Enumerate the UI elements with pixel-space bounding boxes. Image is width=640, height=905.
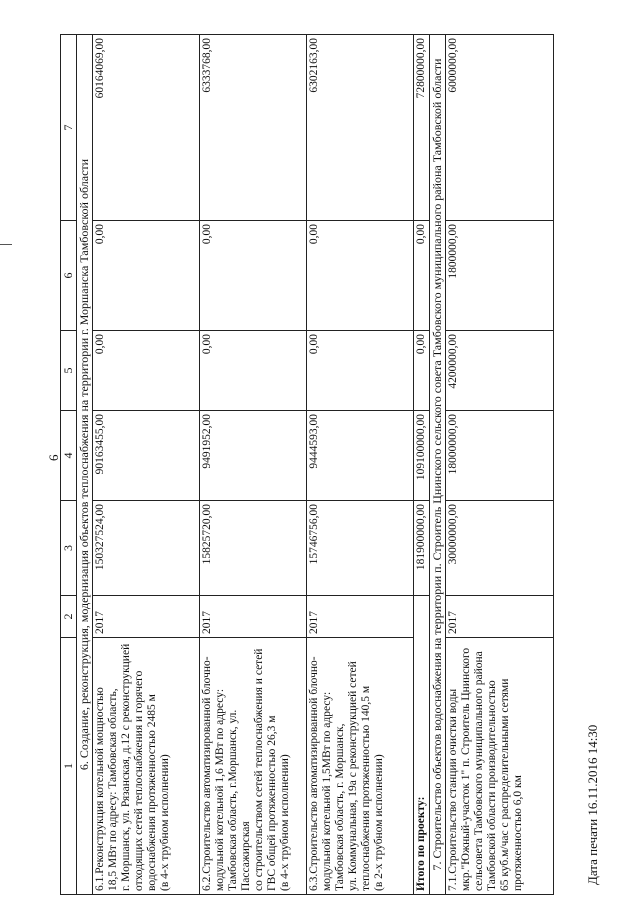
item-year: 2017: [93, 596, 200, 638]
item-col6: 0,00: [200, 221, 307, 331]
total-col7: 72800000,00: [414, 35, 430, 221]
table-row: [446, 35, 554, 895]
total-label: Итого по проекту:: [414, 596, 430, 895]
item-col7: 6000000,00: [446, 35, 554, 221]
item-col5: 4200000,00: [446, 331, 554, 411]
item-col4: 9491952,00: [200, 411, 307, 501]
header-cell: 7: [61, 35, 77, 221]
item-col4: 9444593,00: [307, 411, 414, 501]
header-cell: 6: [61, 221, 77, 331]
header-cell: 1: [61, 638, 77, 895]
item-col5: 0,00: [200, 331, 307, 411]
fold-mark: [0, 244, 12, 245]
funding-table: [60, 34, 554, 895]
item-year: 2017: [200, 596, 307, 638]
item-total: 15746756,00: [307, 501, 414, 596]
print-date: Дата печати 16.11.2016 14:30: [585, 724, 600, 885]
item-col6: 0,00: [93, 221, 200, 331]
item-total: 15825720,00: [200, 501, 307, 596]
item-total: 30000000,00: [446, 501, 554, 596]
total-col6: 0,00: [414, 221, 430, 331]
total-row: [414, 35, 430, 895]
item-col7: 60164069,00: [93, 35, 200, 221]
item-col5: 0,00: [307, 331, 414, 411]
section-6-title: 6. Создание, реконструкция, модернизация объектов теплоснабжения на территории г. Моршанска Тамбовской области: [77, 35, 93, 895]
item-col7: 6302163,00: [307, 35, 414, 221]
header-row: [61, 35, 77, 895]
item-description: 6.2.Строительство автоматизированной блочно- модульной котельной 1,6 МВт по адресу: Тамбовская область, г.Моршанск, ул. Пассажирская со строительством сетей теплоснабжения и сетей ГВС общей протяженностью 26,3 м (в 4-х трубном исполнении): [200, 638, 307, 895]
header-cell: 4: [61, 411, 77, 501]
page-number: 6: [46, 454, 61, 461]
total-col4: 109100000,00: [414, 411, 430, 501]
table-row: [307, 35, 414, 895]
table-row: [200, 35, 307, 895]
item-col5: 0,00: [93, 331, 200, 411]
item-year: 2017: [446, 596, 554, 638]
item-col7: 6333768,00: [200, 35, 307, 221]
table-row: [93, 35, 200, 895]
item-col6: 1800000,00: [446, 221, 554, 331]
header-cell: 3: [61, 501, 77, 596]
item-description: 7.1.Строительство станции очистки воды мкр."Южный-участок 1" п. Строитель Цнинского сельсовета Тамбовского муниципального района Тамбовской области производительностью 65 куб.м/час с распределительными сетями протяженностью 6,0 км: [446, 638, 554, 895]
total-col3: 181900000,00: [414, 501, 430, 596]
item-description: 6.1.Реконструкция котельной мощностью 18,5 МВт по адресу: Тамбовская область, г. Моршанск, ул. Рязанская, д.12 с реконструкцией отходящих сетей теплоснабжения и горячего водоснабжения протяженностью 2485 м (в 4-х трубном исполнении): [93, 638, 200, 895]
item-year: 2017: [307, 596, 414, 638]
total-col5: 0,00: [414, 331, 430, 411]
item-col6: 0,00: [307, 221, 414, 331]
item-col4: 18000000,00: [446, 411, 554, 501]
header-cell: 2: [61, 596, 77, 638]
section-7-row: [430, 35, 446, 895]
item-total: 150327524,00: [93, 501, 200, 596]
section-7-title: 7. Строительство объектов водоснабжения на территории п. Строитель Цнинского сельского совета Тамбовского муниципального района Тамбовской области: [430, 35, 446, 895]
header-cell: 5: [61, 331, 77, 411]
item-description: 6.3.Строительство автоматизированной блочно- модульной котельной 1,5МВт по адресу: Тамбовская область, г. Моршанск, ул. Коммунальная, 19а с реконструкцией сетей теплоснабжения протяженностью 140,5 м (в 2-х трубном исполнении): [307, 638, 414, 895]
section-6-row: [77, 35, 93, 895]
item-col4: 90163455,00: [93, 411, 200, 501]
